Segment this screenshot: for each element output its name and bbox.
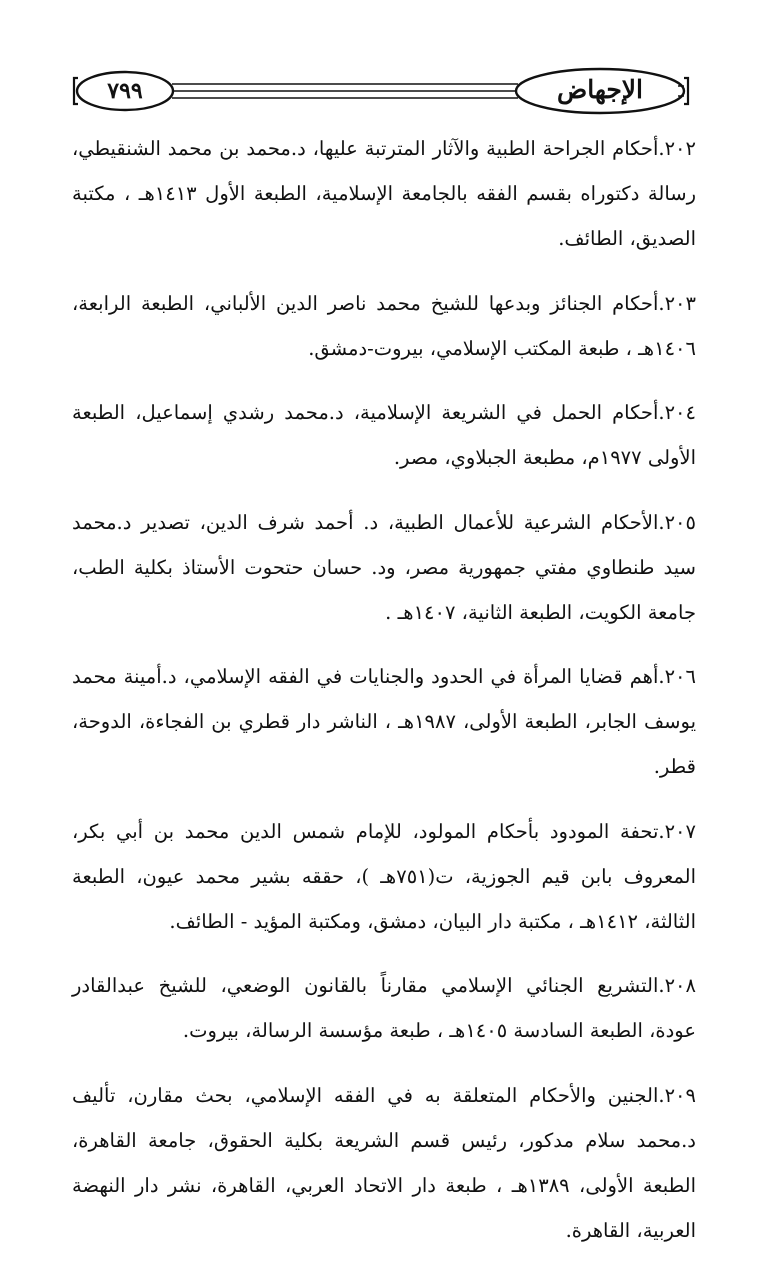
entry-number: ٢٠٦. xyxy=(658,665,696,688)
entry-text: الأحكام الشرعية للأعمال الطبية، د. أحمد شرف الدين، تصدير د.محمد سيد طنطاوي مفتي جمهورية مصر، ود. حسان حتحوت الأستاذ بكلية الطب، جامعة الكويت، الطبعة الثانية، ١٤٠٧هـ . xyxy=(72,510,696,624)
entry-text: أحكام الجنائز وبدعها للشيخ محمد ناصر الدين الألباني، الطبعة الرابعة، ١٤٠٦هـ ، طبعة المكتب الإسلامي، بيروت-دمشق. xyxy=(72,291,696,360)
entry-number: ٢٠٥. xyxy=(658,510,696,534)
bibliography-entry xyxy=(72,281,696,371)
chapter-title: الإجهاض xyxy=(556,75,644,104)
entry-number: ٢٠٣. xyxy=(658,291,696,315)
bibliography-list xyxy=(72,126,696,1267)
entry-text: التشريع الجنائي الإسلامي مقارناً بالقانون الوضعي، للشيخ عبدالقادر عودة، الطبعة السادسة ١٤٠٥هـ ، طبعة مؤسسة الرسالة، بيروت. xyxy=(72,974,696,1042)
bibliography-entry xyxy=(72,809,696,944)
entry-text: أحكام الجراحة الطبية والآثار المترتبة عليها، د.محمد بن محمد الشنقيطي، رسالة دكتوراه بقسم الفقه بالجامعة الإسلامية، الطبعة الأول ١٤١٣هـ ، مكتبة الصديق، الطائف. xyxy=(72,137,697,250)
page-number: ٧٩٩ xyxy=(107,78,143,104)
entry-text: أحكام الحمل في الشريعة الإسلامية، د.محمد رشدي إسماعيل، الطبعة الأولى ١٩٧٧م، مطبعة الجبلاوي، مصر. xyxy=(72,401,696,469)
entry-number: ٢٠٢. xyxy=(658,137,696,160)
bibliography-entry xyxy=(72,1073,696,1253)
entry-text: تحفة المودود بأحكام المولود، للإمام شمس الدين محمد بن أبي بكر، المعروف بابن قيم الجوزية، ت(٧٥١هـ )، حققه بشير محمد عيون، الطبعة الثالثة، ١٤١٢هـ ، مكتبة دار البيان، دمشق، ومكتبة المؤيد - الطائف. xyxy=(72,819,696,933)
page-header xyxy=(72,64,692,118)
bibliography-entry xyxy=(72,500,696,635)
entry-number: ٢٠٩. xyxy=(658,1083,696,1107)
bibliography-entry xyxy=(72,390,696,480)
entry-text: أهم قضايا المرأة في الحدود والجنايات في الفقه الإسلامي، د.أمينة محمد يوسف الجابر، الطبعة الأولى، ١٩٨٧هـ ، الناشر دار قطري بن الفجاءة، الدوحة، قطر. xyxy=(72,665,696,778)
entry-text: الجنين والأحكام المتعلقة به في الفقه الإسلامي، بحث مقارن، تأليف د.محمد سلام مدكور، رئيس قسم الشريعة بكلية الحقوق، جامعة القاهرة، الطبعة الأولى، ١٣٨٩هـ ، طبعة دار الاتحاد العربي، القاهرة، نشر دار النهضة العربية، القاهرة. xyxy=(72,1083,696,1242)
bibliography-entry xyxy=(72,126,696,261)
entry-number: ٢٠٤. xyxy=(658,401,696,424)
entry-number: ٢٠٧. xyxy=(658,819,696,843)
entry-number: ٢٠٨. xyxy=(658,974,696,997)
bibliography-entry xyxy=(72,963,696,1053)
bibliography-entry xyxy=(72,654,696,789)
